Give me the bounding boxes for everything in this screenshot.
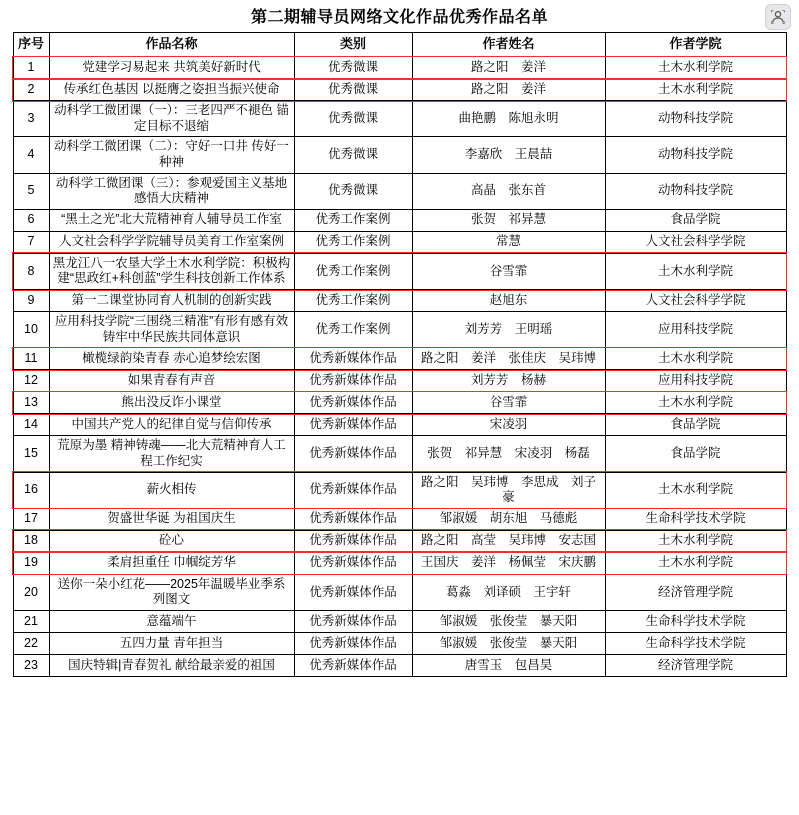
column-header-college: 作者学院 (605, 33, 786, 57)
row-category-cell: 优秀新媒体作品 (294, 370, 412, 392)
awards-table (13, 32, 787, 677)
row-index-cell: 18 (13, 530, 49, 552)
row-category-cell: 优秀新媒体作品 (294, 552, 412, 574)
row-author-cell: 谷雪霏 (412, 392, 605, 414)
row-college-cell: 土木水利学院 (605, 57, 786, 79)
row-work-name-cell: 动科学工微团课（一）：三老四严不褪色 锚定目标不退缩 (49, 101, 294, 137)
row-college-cell: 土木水利学院 (605, 348, 786, 370)
row-category-cell: 优秀微课 (294, 101, 412, 137)
row-college-cell: 食品学院 (605, 414, 786, 436)
row-category-cell: 优秀新媒体作品 (294, 611, 412, 633)
row-college-cell: 土木水利学院 (605, 552, 786, 574)
row-work-name-cell: 传承红色基因 以挺膺之姿担当振兴使命 (49, 79, 294, 101)
row-college-cell: 人文社会科学学院 (605, 290, 786, 312)
row-author-cell: 刘芳芳 王明瑶 (412, 312, 605, 348)
row-category-cell: 优秀微课 (294, 173, 412, 209)
row-category-cell: 优秀工作案例 (294, 231, 412, 253)
row-college-cell: 土木水利学院 (605, 253, 786, 289)
row-college-cell: 土木水利学院 (605, 530, 786, 552)
table-row (13, 370, 786, 392)
row-college-cell: 生命科学技术学院 (605, 611, 786, 633)
row-index-cell: 4 (13, 137, 49, 173)
row-college-cell: 动物科技学院 (605, 101, 786, 137)
row-category-cell: 优秀新媒体作品 (294, 655, 412, 677)
row-work-name-cell: 应用科技学院“三围绕三精准”有形有感有效铸牢中华民族共同体意识 (49, 312, 294, 348)
column-header-author: 作者姓名 (412, 33, 605, 57)
row-index-cell: 6 (13, 209, 49, 231)
table-row (13, 137, 786, 173)
row-college-cell: 经济管理学院 (605, 574, 786, 610)
row-work-name-cell: 五四力量 青年担当 (49, 633, 294, 655)
row-category-cell: 优秀新媒体作品 (294, 508, 412, 530)
row-index-cell: 19 (13, 552, 49, 574)
row-work-name-cell: 如果青春有声音 (49, 370, 294, 392)
table-header-row (13, 33, 786, 57)
row-author-cell: 路之阳 高莹 吴玮博 安志国 (412, 530, 605, 552)
row-author-cell: 邹淑媛 张俊莹 暴天阳 (412, 633, 605, 655)
row-college-cell: 应用科技学院 (605, 312, 786, 348)
row-college-cell: 经济管理学院 (605, 655, 786, 677)
row-category-cell: 优秀新媒体作品 (294, 392, 412, 414)
row-author-cell: 路之阳 姜洋 (412, 57, 605, 79)
table-row (13, 312, 786, 348)
row-author-cell: 李嘉欣 王晨喆 (412, 137, 605, 173)
row-index-cell: 14 (13, 414, 49, 436)
table-row (13, 530, 786, 552)
row-category-cell: 优秀新媒体作品 (294, 633, 412, 655)
table-row (13, 552, 786, 574)
table-row (13, 290, 786, 312)
row-index-cell: 15 (13, 436, 49, 472)
row-category-cell: 优秀新媒体作品 (294, 348, 412, 370)
row-category-cell: 优秀新媒体作品 (294, 472, 412, 508)
table-row (13, 508, 786, 530)
row-category-cell: 优秀微课 (294, 79, 412, 101)
table-row (13, 611, 786, 633)
row-index-cell: 11 (13, 348, 49, 370)
table-row (13, 348, 786, 370)
column-header-name: 作品名称 (49, 33, 294, 57)
row-college-cell: 人文社会科学学院 (605, 231, 786, 253)
row-category-cell: 优秀工作案例 (294, 290, 412, 312)
table-row (13, 472, 786, 508)
row-author-cell: 路之阳 姜洋 张佳庆 吴玮博 (412, 348, 605, 370)
row-college-cell: 食品学院 (605, 436, 786, 472)
row-college-cell: 动物科技学院 (605, 137, 786, 173)
row-author-cell: 刘芳芳 杨赫 (412, 370, 605, 392)
row-category-cell: 优秀工作案例 (294, 312, 412, 348)
row-index-cell: 23 (13, 655, 49, 677)
row-index-cell: 21 (13, 611, 49, 633)
table-row (13, 231, 786, 253)
table-row (13, 101, 786, 137)
row-index-cell: 1 (13, 57, 49, 79)
row-author-cell: 邹淑媛 张俊莹 暴天阳 (412, 611, 605, 633)
row-author-cell: 谷雪霏 (412, 253, 605, 289)
row-index-cell: 3 (13, 101, 49, 137)
row-author-cell: 高晶 张东首 (412, 173, 605, 209)
row-work-name-cell: 砼心 (49, 530, 294, 552)
table-row (13, 633, 786, 655)
row-work-name-cell: 国庆特辑|青春贺礼 献给最亲爱的祖国 (49, 655, 294, 677)
row-college-cell: 土木水利学院 (605, 79, 786, 101)
row-author-cell: 邹淑媛 胡东旭 马德彪 (412, 508, 605, 530)
row-work-name-cell: 黑龙江八一农垦大学土木水利学院：积极构建“思政红+科创蓝”学生科技创新工作体系 (49, 253, 294, 289)
row-work-name-cell: 人文社会科学学院辅导员美育工作室案例 (49, 231, 294, 253)
row-author-cell: 曲艳鹏 陈旭永明 (412, 101, 605, 137)
table-row (13, 392, 786, 414)
row-work-name-cell: 动科学工微团课（三）：参观爱国主义基地 感悟大庆精神 (49, 173, 294, 209)
row-author-cell: 张贺 祁异慧 宋凌羽 杨磊 (412, 436, 605, 472)
table-row (13, 79, 786, 101)
table-body (13, 57, 786, 677)
row-category-cell: 优秀新媒体作品 (294, 530, 412, 552)
row-category-cell: 优秀微课 (294, 137, 412, 173)
table-row (13, 173, 786, 209)
row-index-cell: 16 (13, 472, 49, 508)
row-index-cell: 2 (13, 79, 49, 101)
column-header-category: 类别 (294, 33, 412, 57)
row-category-cell: 优秀工作案例 (294, 209, 412, 231)
row-author-cell: 唐雪玉 包昌昊 (412, 655, 605, 677)
table-row (13, 414, 786, 436)
row-work-name-cell: 熊出没反诈小课堂 (49, 392, 294, 414)
table-row (13, 655, 786, 677)
row-author-cell: 赵旭东 (412, 290, 605, 312)
row-work-name-cell: 橄榄绿韵染青春 赤心追梦绘宏图 (49, 348, 294, 370)
row-author-cell: 路之阳 吴玮博 李思成 刘子豪 (412, 472, 605, 508)
page-title: 第二期辅导员网络文化作品优秀作品名单 (250, 9, 548, 26)
row-category-cell: 优秀新媒体作品 (294, 414, 412, 436)
row-college-cell: 生命科学技术学院 (605, 508, 786, 530)
row-author-cell: 张贺 祁异慧 (412, 209, 605, 231)
row-index-cell: 22 (13, 633, 49, 655)
row-category-cell: 优秀新媒体作品 (294, 436, 412, 472)
row-category-cell: 优秀工作案例 (294, 253, 412, 289)
row-author-cell: 常慧 (412, 231, 605, 253)
row-work-name-cell: 党建学习易起来 共筑美好新时代 (49, 57, 294, 79)
row-author-cell: 宋凌羽 (412, 414, 605, 436)
person-avatar-icon[interactable] (765, 4, 791, 30)
row-index-cell: 5 (13, 173, 49, 209)
row-work-name-cell: 柔肩担重任 巾帼绽芳华 (49, 552, 294, 574)
row-index-cell: 17 (13, 508, 49, 530)
row-college-cell: 生命科学技术学院 (605, 633, 786, 655)
table-row (13, 209, 786, 231)
row-index-cell: 7 (13, 231, 49, 253)
row-author-cell: 路之阳 姜洋 (412, 79, 605, 101)
row-index-cell: 10 (13, 312, 49, 348)
row-work-name-cell: 意蕴端午 (49, 611, 294, 633)
row-author-cell: 王国庆 姜洋 杨佩莹 宋庆鹏 (412, 552, 605, 574)
row-category-cell: 优秀微课 (294, 57, 412, 79)
table-row (13, 436, 786, 472)
row-work-name-cell: 动科学工微团课（二）：守好一口井 传好一种神 (49, 137, 294, 173)
row-college-cell: 应用科技学院 (605, 370, 786, 392)
table-row (13, 574, 786, 610)
row-college-cell: 土木水利学院 (605, 472, 786, 508)
row-work-name-cell: 薪火相传 (49, 472, 294, 508)
row-index-cell: 8 (13, 253, 49, 289)
row-work-name-cell: 送你一朵小红花——2025年温暖毕业季系列图文 (49, 574, 294, 610)
row-work-name-cell: 中国共产党人的纪律自觉与信仰传承 (49, 414, 294, 436)
table-row (13, 57, 786, 79)
row-college-cell: 动物科技学院 (605, 173, 786, 209)
row-index-cell: 13 (13, 392, 49, 414)
column-header-index: 序号 (13, 33, 49, 57)
row-work-name-cell: 贺盛世华诞 为祖国庆生 (49, 508, 294, 530)
row-college-cell: 食品学院 (605, 209, 786, 231)
table-row (13, 253, 786, 289)
row-work-name-cell: 第一二课堂协同育人机制的创新实践 (49, 290, 294, 312)
row-index-cell: 20 (13, 574, 49, 610)
row-index-cell: 9 (13, 290, 49, 312)
row-author-cell: 葛淼 刘译硕 王宇轩 (412, 574, 605, 610)
row-work-name-cell: “黑土之光”北大荒精神育人辅导员工作室 (49, 209, 294, 231)
row-college-cell: 土木水利学院 (605, 392, 786, 414)
row-work-name-cell: 荒原为墨 精神铸魂——北大荒精神育人工程工作纪实 (49, 436, 294, 472)
row-index-cell: 12 (13, 370, 49, 392)
row-category-cell: 优秀新媒体作品 (294, 574, 412, 610)
